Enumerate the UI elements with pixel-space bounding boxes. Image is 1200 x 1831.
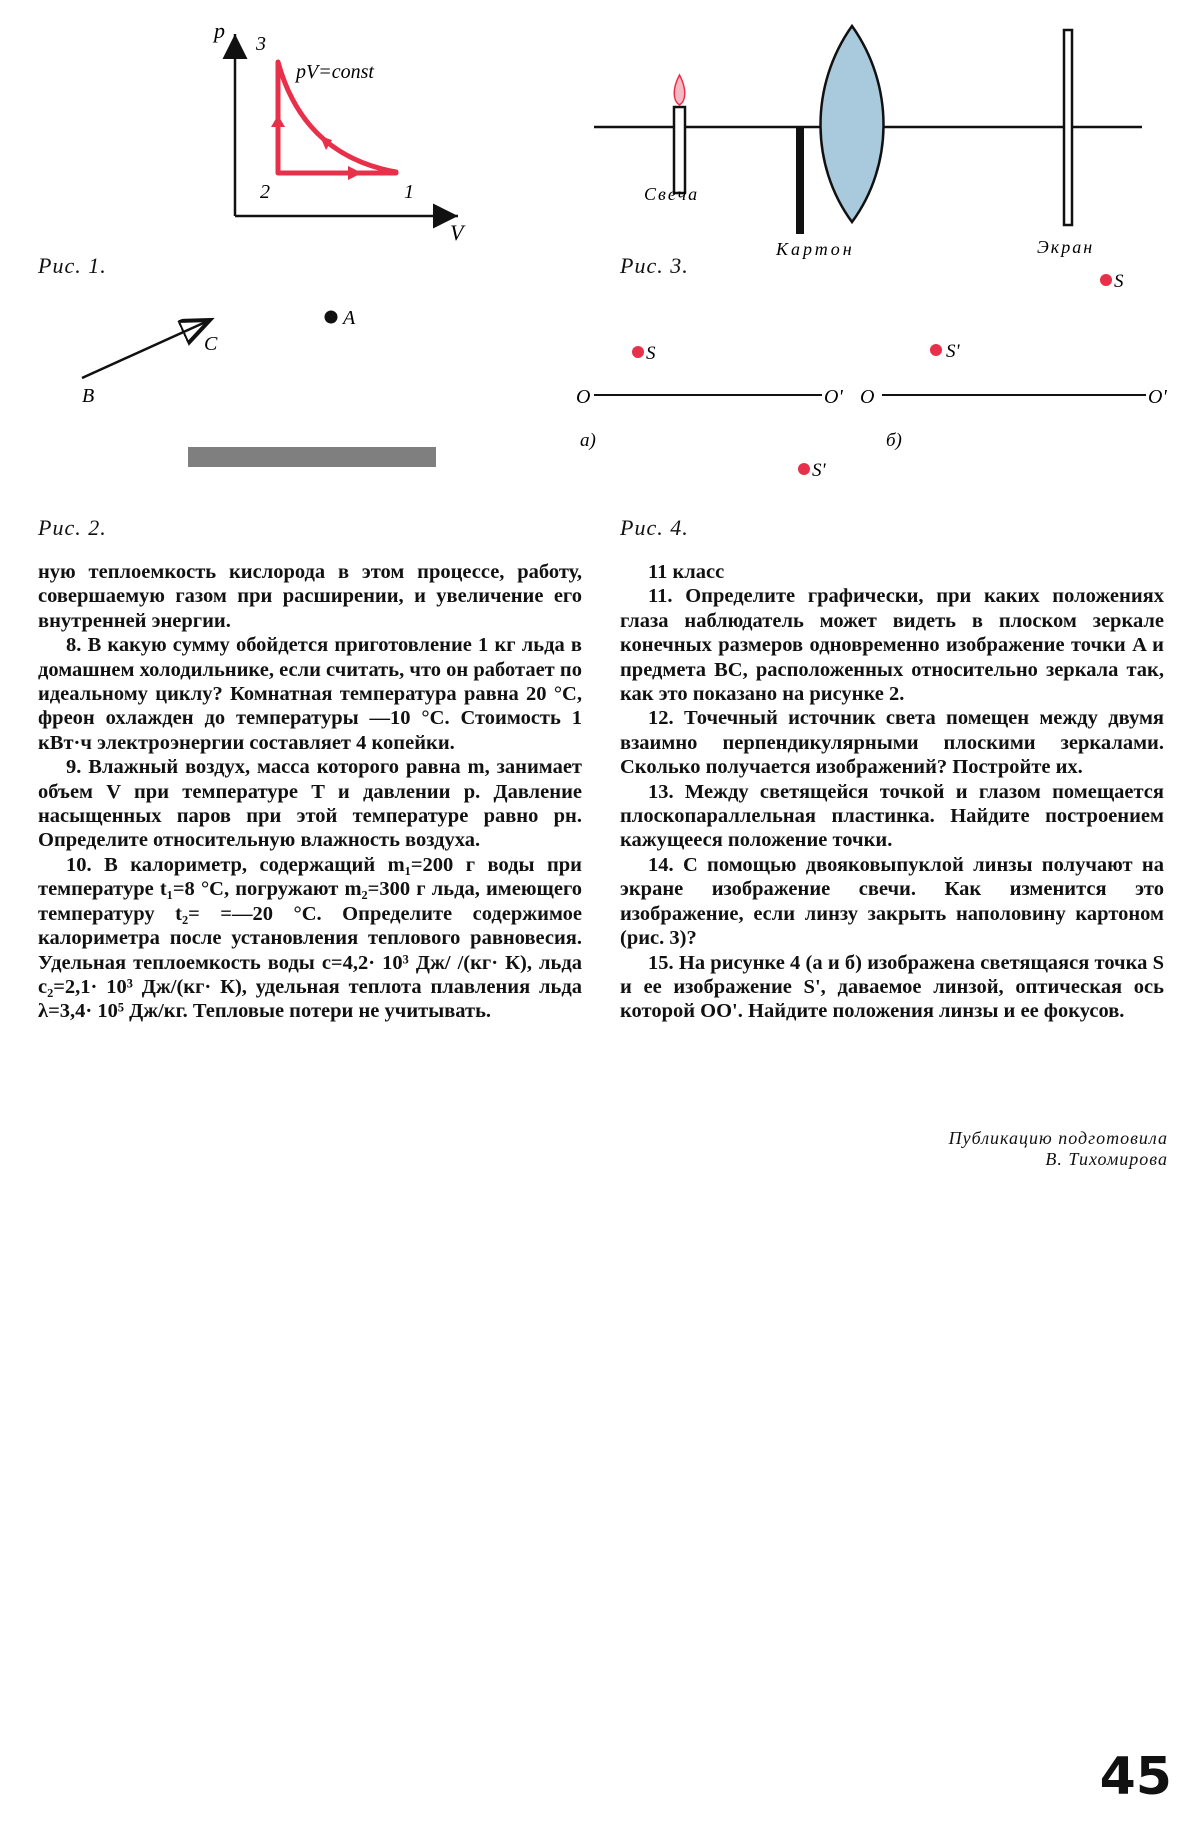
object-bc — [82, 320, 210, 378]
cycle-arrow-up — [271, 115, 285, 127]
problem-15-text: На рисунке 4 (а и б) изображена светящаяся точка S и ее изображение S', даваемое линзой, оптическая ось которой OO'. Найдите положения линзы и ее фокусов. — [620, 951, 1165, 1023]
v-axis-label: V — [450, 220, 464, 245]
right-column — [620, 560, 1164, 1024]
left-column — [38, 560, 582, 1024]
problem-8 — [38, 633, 582, 755]
cycle-arrow-left — [348, 166, 362, 180]
problem-9-number: 9. — [66, 756, 82, 779]
image-s-b-label: S' — [946, 341, 960, 362]
image-s-a — [798, 463, 810, 475]
problem-13 — [620, 780, 1164, 853]
figure-3-optical-bench — [590, 15, 1150, 265]
problem-8-text: В какую сумму обойдется приготовление 1 кг льда в домашнем холодильнике, если считать, что он работает по идеальному циклу? Комнатная температура равна 20 °С, фреон охлажден до температуры —10 °С. Стоимость 1 кВт·ч электроэнергии составляет 4 копейки. — [38, 634, 583, 754]
point-a — [325, 311, 338, 324]
problem-12-text: Точечный источник света помещен между двумя взаимно перпендикулярными плоскими зеркалами. Сколько получается изображений? Постройте их. — [620, 707, 1164, 779]
problem-14-number: 14. — [648, 853, 674, 876]
figure-3-caption: Рис. 3. — [620, 253, 689, 278]
problem-9-text: Влажный воздух, масса которого равна m, занимает объем V при температуре T и давлении p. Давление насыщенных паров при этой температуре равно pн. Определите относительную влажность воздуха. — [38, 756, 583, 852]
problem-13-text: Между светящейся точкой и глазом помещается плоскопараллельная пластинка. Найдите построением кажущееся положение точки. — [620, 780, 1164, 852]
problem-15 — [620, 951, 1164, 1024]
signature — [949, 1128, 1168, 1170]
screen — [1064, 30, 1072, 225]
problem-8-number: 8. — [66, 634, 82, 657]
point-2-label: 2 — [260, 181, 270, 203]
problem-12 — [620, 706, 1164, 779]
problem-15-number: 15. — [648, 951, 674, 974]
figure-1-pv-diagram — [200, 20, 480, 250]
problem-10 — [38, 853, 582, 1024]
candle — [674, 107, 685, 193]
problem-11-number: 11. — [648, 585, 673, 608]
problem-9 — [38, 755, 582, 853]
axis-a-o-prime: O' — [824, 386, 843, 408]
figure-2-mirror-scene — [60, 290, 460, 480]
source-s-a-label: S — [646, 343, 656, 364]
part-b-label: б) — [886, 430, 902, 451]
candle-label: Свеча — [644, 184, 700, 204]
source-s-b — [1100, 274, 1112, 286]
problem-11-text: Определите графически, при каких положениях глаза наблюдатель может видеть в плоском зеркале конечных размеров одновременно изображение точки A и предмета BC, расположенных относительно зеркала так, как это показано на рисунке 2. — [620, 585, 1164, 706]
candle-flame-icon — [674, 75, 685, 105]
signature-line-1: Публикацию подготовила — [948, 1128, 1168, 1148]
point-3-label: 3 — [256, 33, 266, 55]
part-a-label: а) — [580, 430, 596, 451]
figure-1-caption: Рис. 1. — [38, 253, 107, 278]
problem-14-text: С помощью двояковыпуклой линзы получают на экране изображение свечи. Как изменится это изображение, если линзу закрыть наполовину картоном (рис. 3)? — [620, 853, 1164, 950]
curve-label: pV=const — [296, 61, 374, 83]
label-a: A — [343, 307, 356, 329]
label-b: B — [82, 385, 95, 407]
lens — [821, 26, 884, 222]
figure-4-caption: Рис. 4. — [620, 515, 689, 540]
page-number: 45 — [1099, 1747, 1172, 1807]
signature-author: В. Тихомирова — [1045, 1149, 1168, 1169]
image-s-a-label: S' — [812, 460, 826, 481]
problem-11 — [620, 584, 1164, 706]
section-heading: 11 класс — [648, 561, 725, 583]
card-label: Картон — [776, 239, 855, 259]
mirror — [188, 447, 436, 467]
problem-10-number: 10. — [66, 853, 92, 876]
source-s-b-label: S — [1114, 271, 1124, 292]
figure-4-lens-problem — [560, 265, 1180, 495]
figure-2-caption: Рис. 2. — [38, 515, 107, 540]
axis-b-o: O — [860, 386, 875, 408]
image-s-b — [930, 344, 942, 356]
problem-13-number: 13. — [648, 780, 674, 803]
screen-label: Экран — [1037, 237, 1095, 257]
card — [796, 127, 804, 234]
axis-b-o-prime: O' — [1148, 386, 1167, 408]
axis-a-o: O — [576, 386, 591, 408]
label-c: C — [204, 333, 218, 355]
problem-14 — [620, 853, 1164, 951]
problem-12-number: 12. — [648, 707, 674, 730]
point-1-label: 1 — [404, 181, 414, 203]
source-s-a — [632, 346, 644, 358]
problem-10-text: В калориметр, содержащий m₁=200 г воды при температуре t₁=8 °С, погружают m₂=300 г льда, имеющего температуру t₂= =—20 °С. Определите содержимое калориметра после установления теплового равновесия. Удельная теплоемкость воды c=4,2· 10³ Дж/ /(кг· К), льда c₂=2,1· 10³ Дж/(кг· К), удельная теплота плавления льда λ=3,4· 10⁵ Дж/кг. Тепловые потери не учитывать. — [38, 853, 582, 1023]
paragraph-continuation: ную теплоемкость кислорода в этом процессе, работу, совершаемую газом при расширении, и увеличение его внутренней энергии. — [38, 561, 582, 632]
p-axis-label: p — [214, 20, 225, 43]
